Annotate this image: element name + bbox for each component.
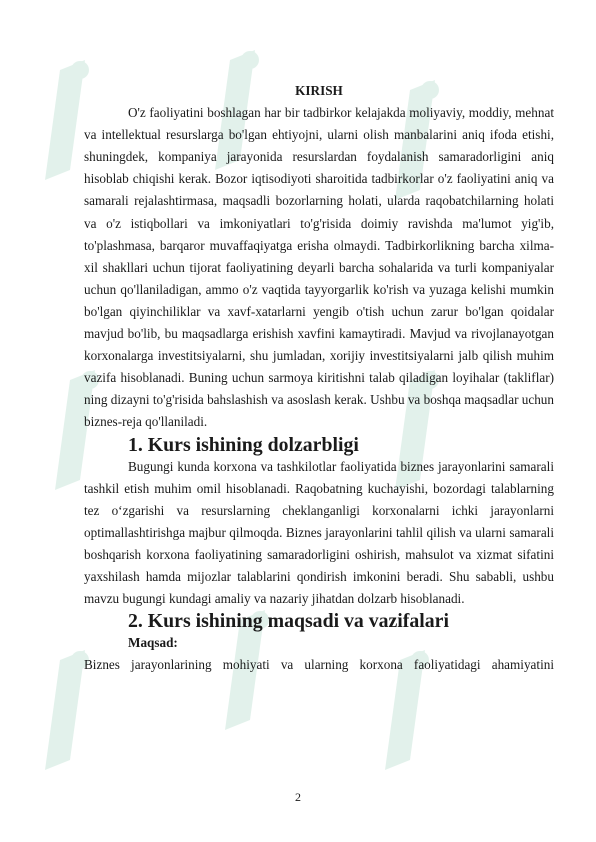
section-heading-relevance: 1. Kurs ishining dolzarbligi — [128, 433, 359, 456]
intro-paragraph: O'z faoliyatini boshlagan har bir tadbirkor kelajakda moliyaviy, moddiy, mehnat va intellektual resurslarga bo'lgan ehtiyojni, ularni olish manbalarini aniq ifoda etishi, shuningdek, kompaniya jarayonida resurslardan foydalanish samaradorligini aniq hisoblab chiqishi kerak. Bozor iqtisodiyoti sharoitida tadbirkorlar o'z faoliyatini aniq va samarali rejalashtirmasa, maqsadli bozorlarning holati, ularda raqobatchilarning holati va o'z istiqbollari va imkoniyatlari to'g'risida doimiy ravishda ma'lumot yig'ib, to'plashmasa, barqaror muvaffaqiyatga erisha olmaydi. Tadbirkorlikning barcha xilma-xil shakllari uchun tijorat faoliyatining deyarli barcha sohalarida va turli kompaniyalar uchun qo'llaniladigan, ammo o'z vaqtida tayyorgarlik ko'rish va yuzaga kelishi mumkin bo'lgan qiyinchiliklar va xavf-xatarlarni yengib o'tish uchun zarur bo'lgan qoidalar mavjud bo'lib, bu maqsadlarga erishish xavfini kamaytiradi. Mavjud va rivojlanayotgan korxonalarga investitsiyalarni, shu jumladan, xorijiy investitsiyalarni jalb qilish muhim vazifa hisoblanadi. Buning uchun sarmoya kiritishni talab qiladigan loyihalar (takliflar) ning dizayni to'g'risida bahslashish va asoslash kerak. Ushbu va boshqa maqsadlar uchun biznes-reja qo'llaniladi. — [84, 105, 554, 430]
section-heading-goals: 2. Kurs ishining maqsadi va vazifalari — [128, 610, 449, 633]
document-page — [84, 80, 554, 677]
goal-text: Biznes jarayonlarining mohiyati va ularning korxona faoliyatidagi ahamiyatini — [84, 657, 554, 673]
goal-label: Maqsad: — [128, 635, 178, 651]
page-number: 2 — [295, 790, 301, 804]
relevance-paragraph: Bugungi kunda korxona va tashkilotlar faoliyatida biznes jarayonlarini samarali tashkil etish muhim omil hisoblanadi. Raqobatning kuchayishi, bozordagi talablarning tez o‘zgarishi va resurslarning cheklanganligi korxonalarni ichki jarayonlarni optimallashtirishga majbur qilmoqda. Biznes jarayonlarini tahlil qilish va ularni samarali boshqarish korxona faoliyatining samaradorligini oshirish, mahsulot va xizmat sifatini yaxshilash hamda mijozlar talablarini qondirish imkonini beradi. Shu sababli, ushbu mavzu bugungi kundagi amaliy va nazariy jihatdan dolzarb hisoblanadi. — [84, 458, 554, 607]
document-title: KIRISH — [295, 83, 343, 98]
